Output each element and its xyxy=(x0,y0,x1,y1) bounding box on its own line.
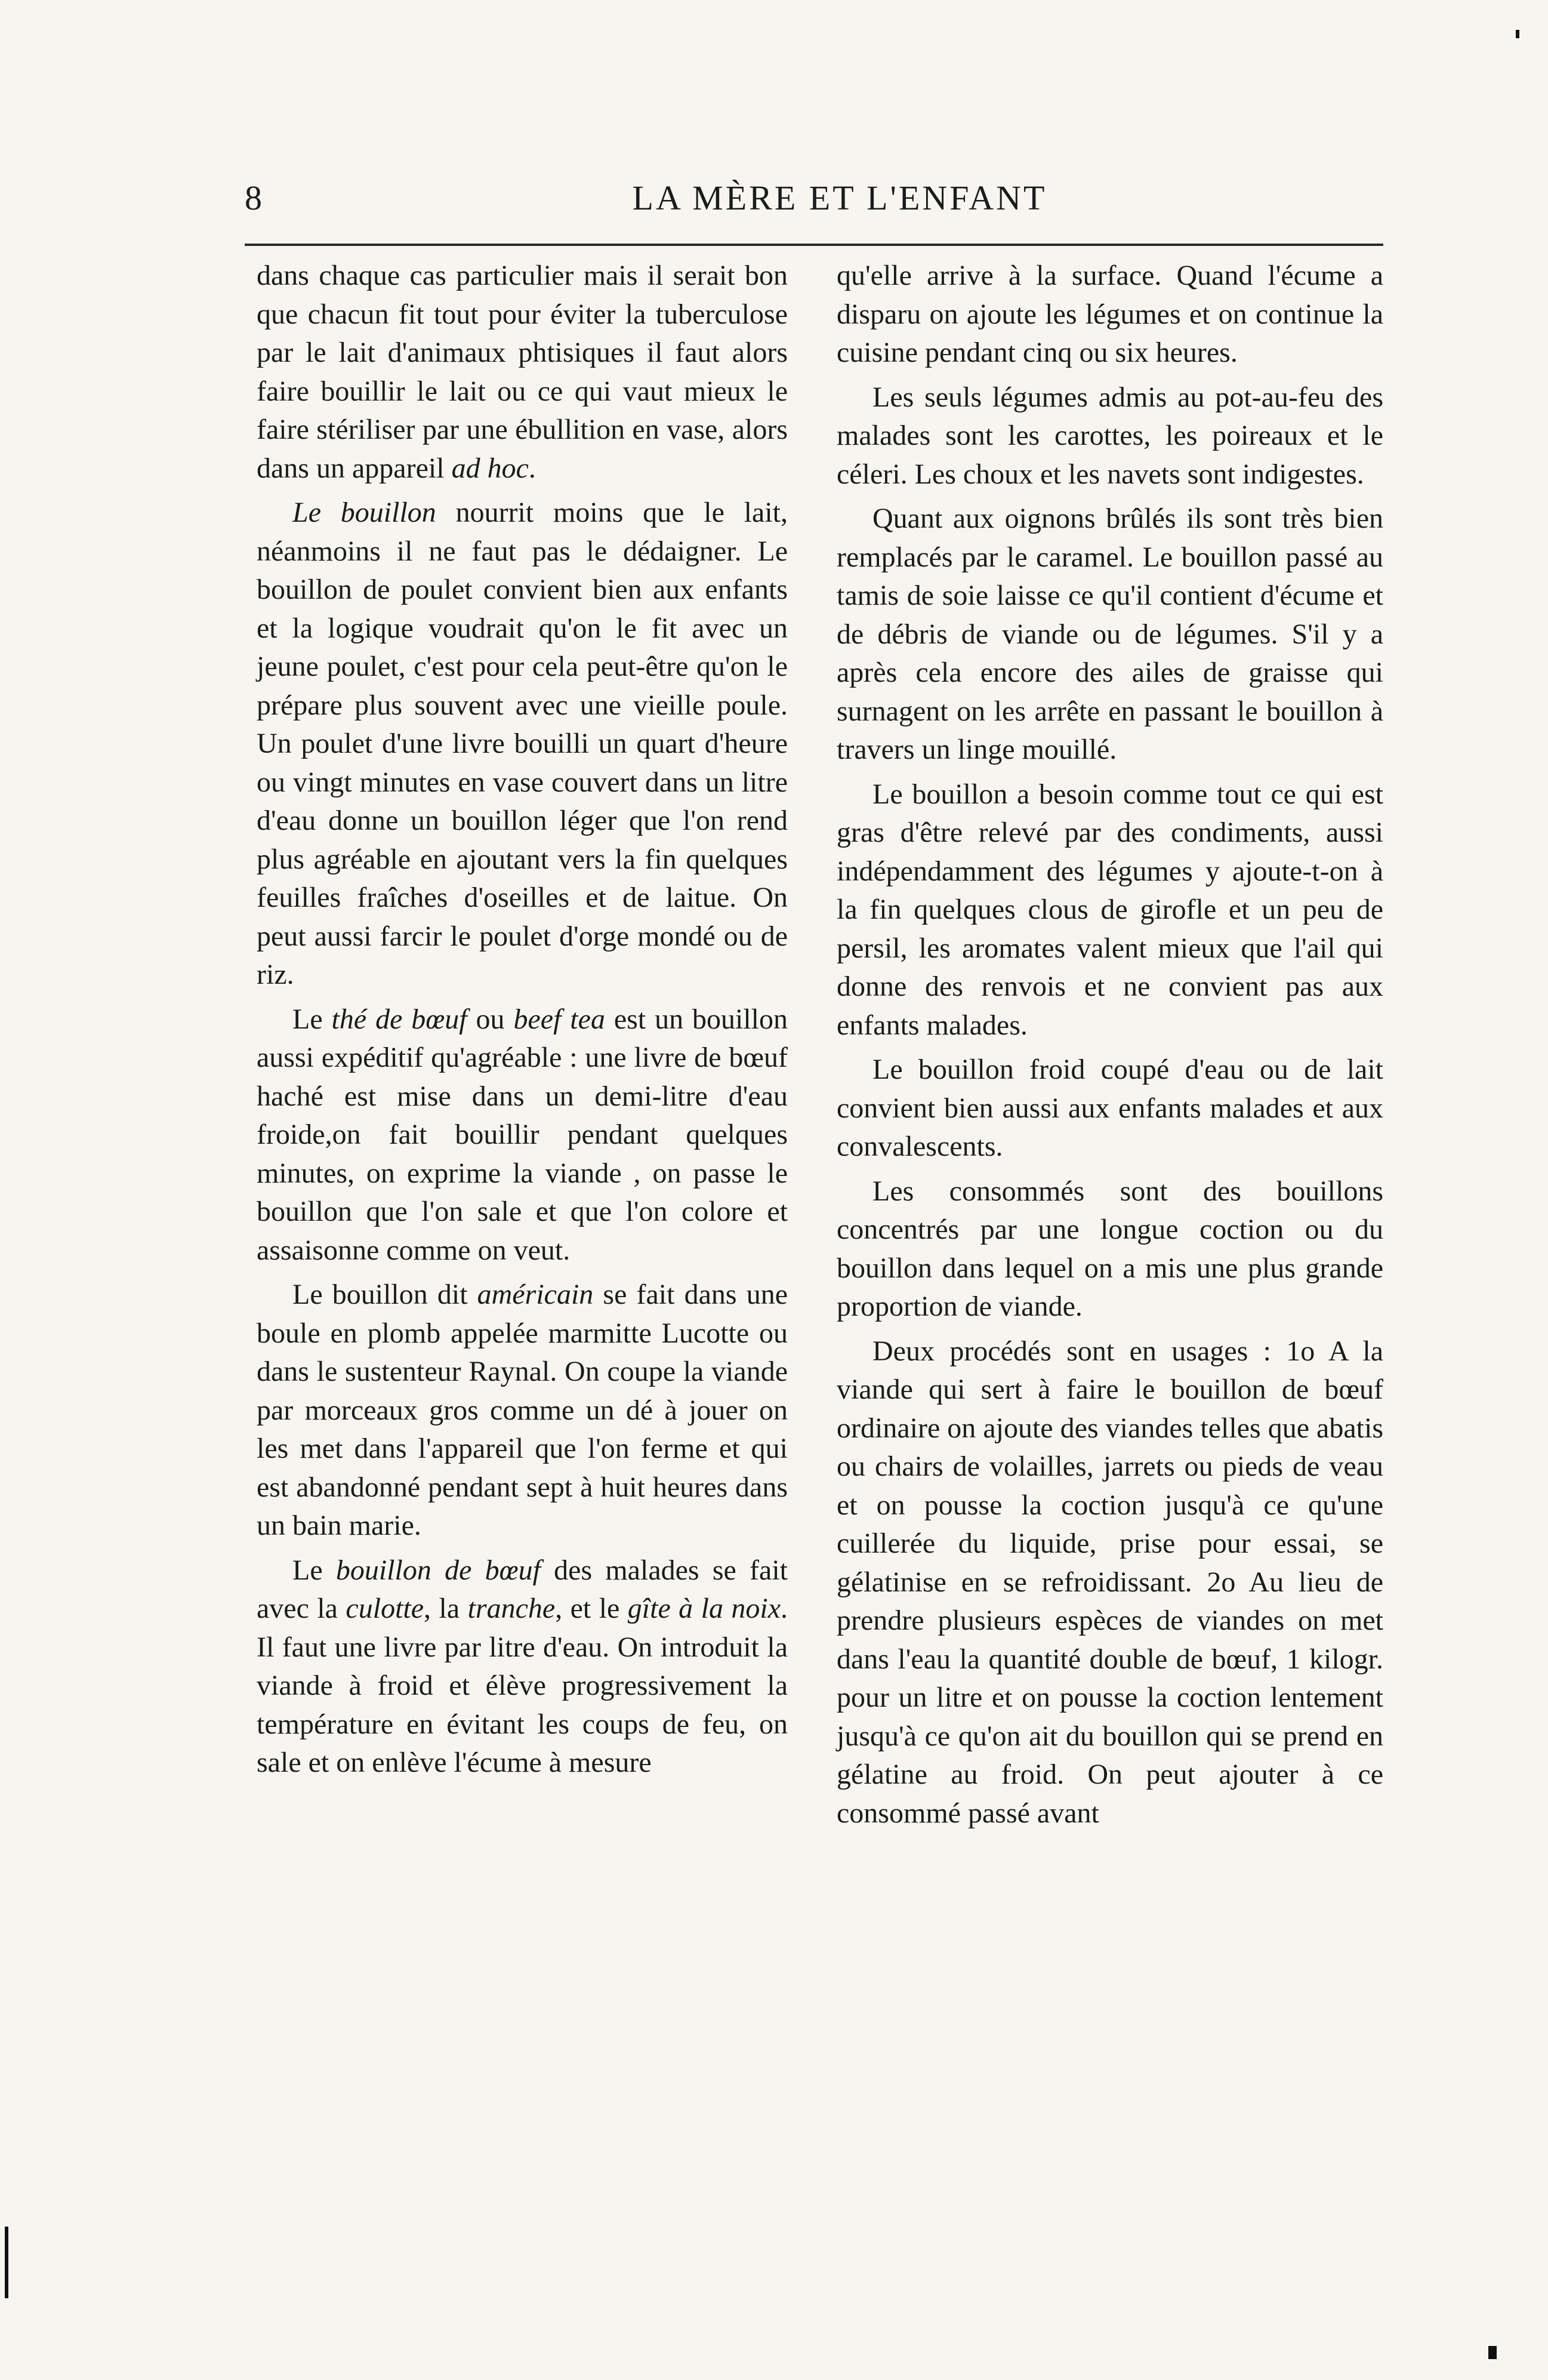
paragraph-text: Le xyxy=(292,1554,336,1586)
paragraph-text: Le xyxy=(292,1003,332,1035)
paragraph: Le bouillon a besoin comme tout ce qui est gras d'être relevé par des condiments, aussi indépendamment des légumes y ajoute-t-on à la fin quelques clous de girofle et un peu de persil, les aromates valent mieux que l'ail qui donne des renvois et ne convient pas aux enfants malades. xyxy=(837,778,1383,1041)
running-title: LA MÈRE ET L'ENFANT xyxy=(632,178,1047,217)
scan-speck xyxy=(1516,30,1519,38)
paragraph-text: est un bouillon aussi expéditif qu'agréable : une livre de bœuf haché est mise dans un demi-litre d'eau froide,on fait bouillir pendant quelques minutes, on exprime la viande , on passe le bouillon que l'on sale et que l'on colore et assaisonne comme on veut. xyxy=(257,1003,788,1266)
italic-term: ad hoc xyxy=(451,452,529,484)
paragraph-text: , la xyxy=(424,1593,468,1624)
italic-term: américain xyxy=(477,1279,594,1310)
paragraph: Les consommés sont des bouillons concentrés par une longue coction ou du bouillon dans lequel on a mis une plus grande proportion de viande. xyxy=(837,1175,1383,1322)
right-column xyxy=(837,257,1383,1833)
paragraph-text: Le bouillon dit xyxy=(292,1279,477,1310)
paragraph-text: , et le xyxy=(555,1593,628,1624)
paragraph-text: dans chaque cas particulier mais il serait bon que chacun fit tout pour éviter la tuberculose par le lait d'animaux phtisiques il faut alors faire bouillir le lait ou ce qui vaut mieux le faire stériliser par une ébullition en vase, alors dans un appareil xyxy=(257,260,788,484)
paragraph-text: ou xyxy=(467,1003,514,1035)
paragraph-text: se fait dans une boule en plomb appelée marmitte Lucotte ou dans le sustenteur Raynal. On coupe la viande par morceaux gros comme un dé à jouer on les met dans l'appareil que l'on ferme et qui est abandonné pendant sept à huit heures dans un bain marie. xyxy=(257,1279,788,1541)
paragraph: Quant aux oignons brûlés ils sont très bien remplacés par le caramel. Le bouillon passé au tamis de soie laisse ce qu'il contient d'écume et de débris de viande ou de légumes. S'il y a après cela encore des ailes de graisse qui surnagent on les arrête en passant le bouillon à travers un linge mouillé. xyxy=(837,503,1383,765)
paragraph: Le bouillon froid coupé d'eau ou de lait convient bien aussi aux enfants malades et aux convalescents. xyxy=(837,1054,1383,1162)
left-column xyxy=(257,257,788,1782)
italic-term: tranche xyxy=(467,1593,556,1624)
paragraph: qu'elle arrive à la surface. Quand l'écume a disparu on ajoute les légumes et on continue la cuisine pendant cinq ou six heures. xyxy=(837,260,1383,368)
page-number: 8 xyxy=(245,178,262,217)
paragraph-text: . Il faut une livre par litre d'eau. On introduit la viande à froid et élève progressivement la température en évitant les coups de feu, on sale et on enlève l'écume à mesure xyxy=(257,1593,788,1778)
paragraph: Les seuls légumes admis au pot-au-feu des malades sont les carottes, les poireaux et le céleri. Les choux et les navets sont indigestes. xyxy=(837,381,1383,490)
italic-term: Le bouillon xyxy=(292,497,436,528)
paragraph-text: des malades se fait avec la xyxy=(257,1554,788,1624)
paragraph xyxy=(257,1551,788,1782)
paragraph xyxy=(257,1000,788,1270)
italic-term: beef tea xyxy=(513,1003,605,1035)
scan-speck xyxy=(5,2227,8,2298)
paragraph xyxy=(257,494,788,995)
paragraph xyxy=(257,1276,788,1545)
paragraph-text: nourrit moins que le lait, néanmoins il ne faut pas le dédaigner. Le bouillon de poulet convient bien aux enfants et la logique voudrait qu'on le fit avec un jeune poulet, c'est pour cela peut-être qu'on le prépare plus souvent avec une vieille poule. Un poulet d'une livre bouilli un quart d'heure ou vingt minutes en vase couvert dans un litre d'eau donne un bouillon léger que l'on rend plus agréable en ajoutant vers la fin quelques feuilles fraîches d'oseilles et de laitue. On peut aussi farcir le poulet d'orge mondé ou de riz. xyxy=(257,497,788,990)
paragraph-text: . xyxy=(528,452,536,484)
italic-term: bouillon de bœuf xyxy=(335,1554,541,1586)
italic-term: thé de bœuf xyxy=(331,1003,467,1035)
italic-term: culotte xyxy=(346,1593,424,1624)
paragraph: Deux procédés sont en usages : 1o A la viande qui sert à faire le bouillon de bœuf ordinaire on ajoute des viandes telles que abatis ou chairs de volailles, jarrets ou pieds de veau et on pousse la coction jusqu'à ce qu'une cuillerée du liquide, prise pour essai, se gélatinise en se refroidissant. 2o Au lieu de prendre plusieurs espèces de viandes on met dans l'eau la quantité double de bœuf, 1 kilogr. pour un litre et on pousse la coction lentement jusqu'à ce qu'on ait du bouillon qui se prend en gélatine au froid. On peut ajouter à ce consommé passé avant xyxy=(837,1335,1383,1829)
paragraph xyxy=(257,257,788,488)
scan-speck xyxy=(1488,2346,1497,2359)
italic-term: gîte à la noix xyxy=(627,1593,781,1624)
header-rule xyxy=(245,244,1383,246)
